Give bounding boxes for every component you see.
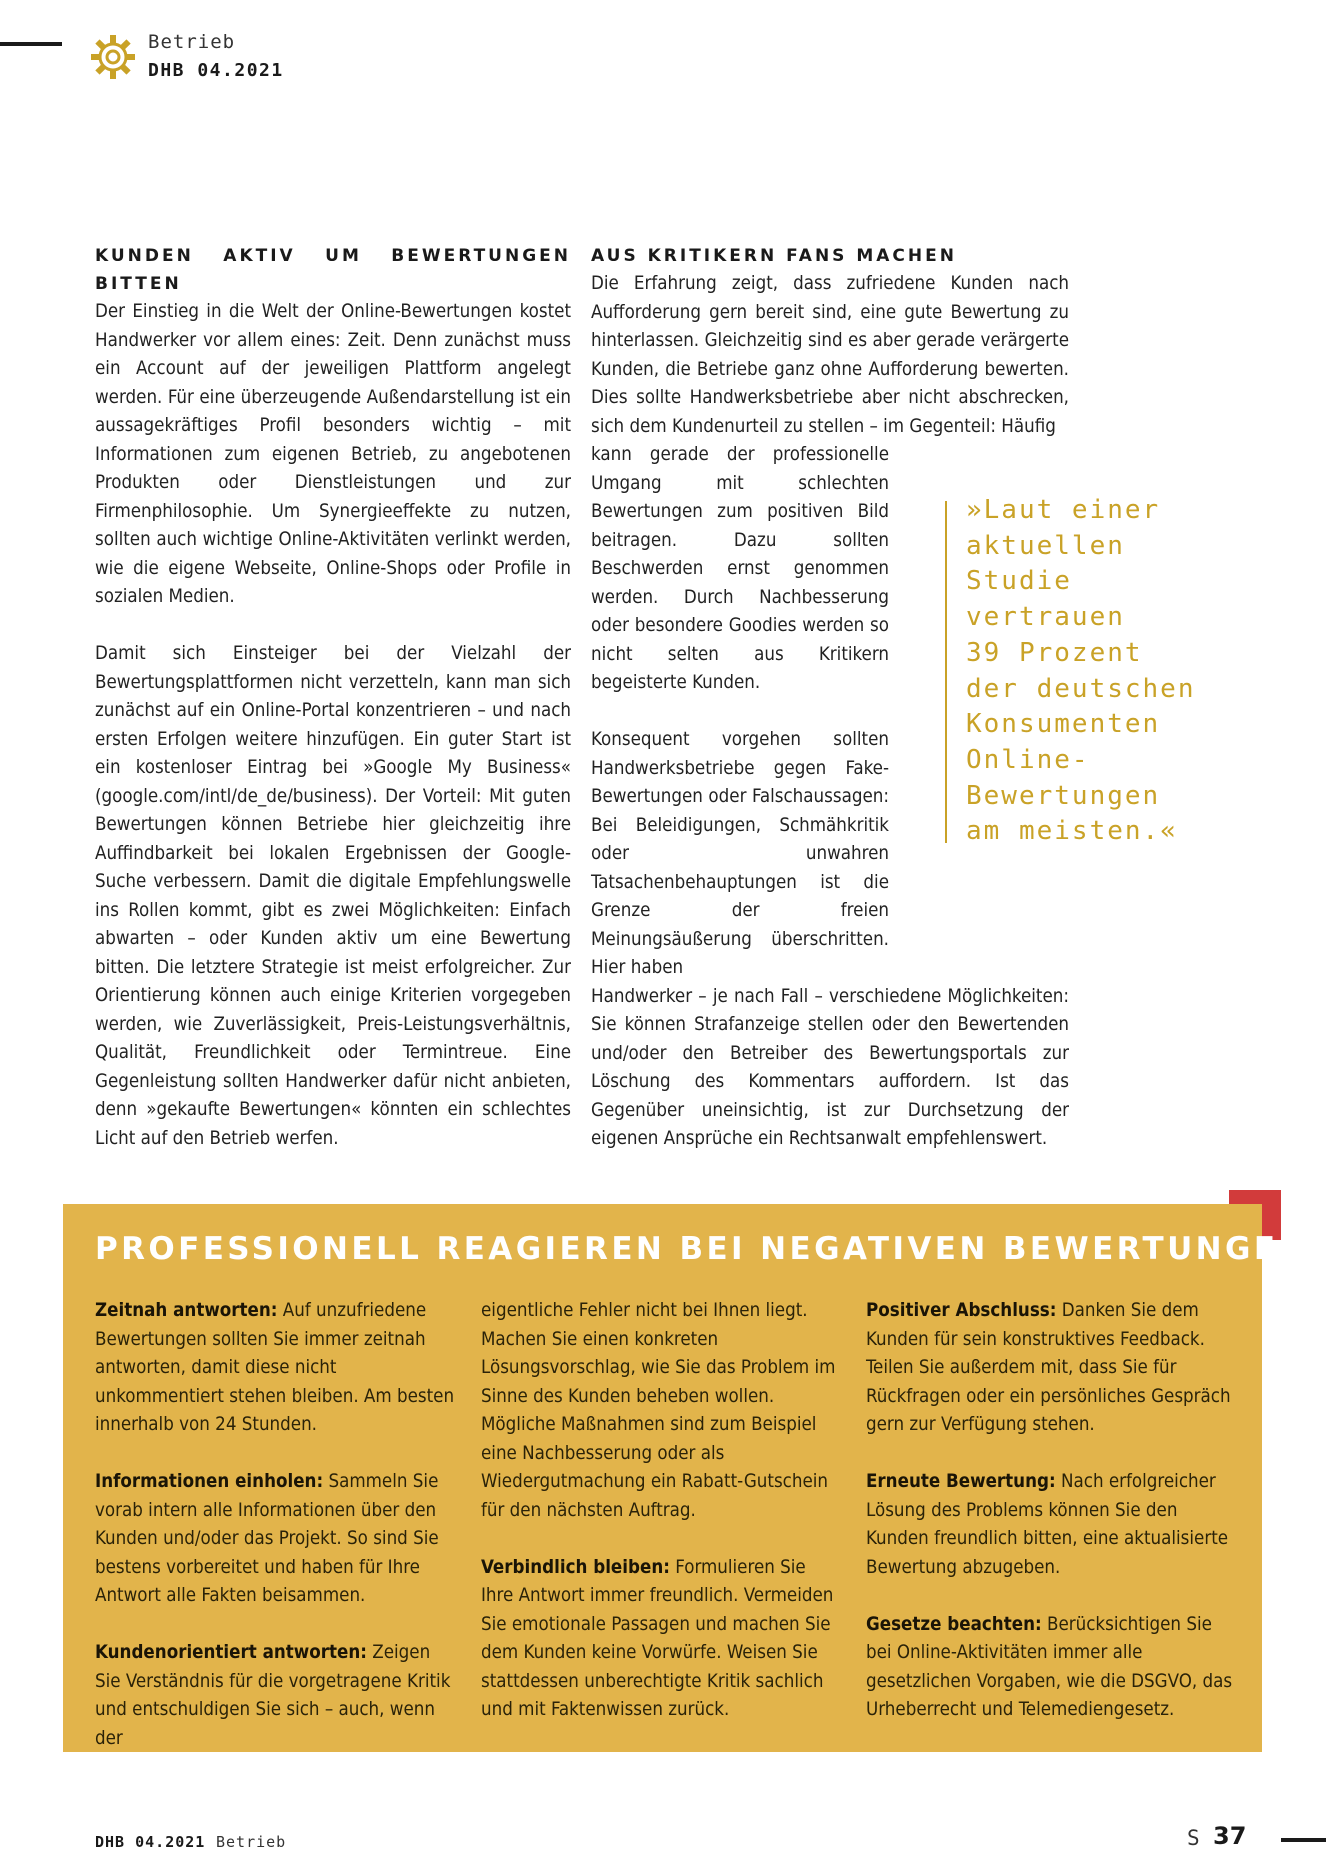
tip-item [866,1611,1236,1725]
paragraph: Der Einstieg in die Welt der Online-Bewertungen kostet Handwerker vor allem eines: Zeit. Denn zunächst muss ein Account auf der jeweiligen Plattform angelegt werden. Für eine überzeugende Außendarstellung ist ein aussagekräftiges Profil besonders wichtig – mit Informationen zum eigenen Betrieb, zu angebotenen Produkten oder Dienstleistungen und zur Firmenphilosophie. Um Synergieeffekte zu nutzen, sollten auch wichtige Online-Aktivitäten verlinkt werden, wie die eigene Webseite, Online-Shops oder Profile in sozialen Medien. [95,301,571,607]
tip-text: Formulieren Sie Ihre Antwort immer freundlich. Vermeiden Sie emotionale Passagen und machen Sie dem Kunden keine Vorwürfe. Weisen Sie stattdessen unberechtigte Kritik sachlich und mit Faktenwissen zurück. [481,1556,834,1720]
tip-item [95,1639,455,1753]
tip-label: Erneute Bewertung: [866,1471,1056,1492]
quote-line: Online- [966,744,1090,775]
tip-label: Positiver Abschluss: [866,1300,1057,1321]
header-issue: DHB 04.2021 [148,60,284,81]
box-column-1 [95,1297,455,1753]
tip-text: Nach erfolgreicher Lösung des Problems können Sie den Kunden freundlich bitten, eine aktualisierte Bewertung abzugeben. [866,1471,1229,1578]
quote-line: »Laut einer [966,495,1161,525]
quote-line: am meisten.« [966,816,1178,847]
quote-line: 39 Prozent [966,637,1143,668]
section-heading: AUS KRITIKERN FANS MACHEN [591,246,957,266]
tip-item [95,1297,455,1440]
footer-section: Betrieb [216,1833,287,1851]
tip-label: Gesetze beachten: [866,1613,1042,1635]
quote-line: aktuellen [966,530,1125,561]
tip-item [481,1297,841,1525]
tip-text: Auf unzufriedene Bewertungen sollten Sie immer zeitnah antworten, damit diese nicht unkommentiert stehen bleiben. Am besten innerhalb von 24 Stunden. [95,1300,455,1435]
section-heading: KUNDEN AKTIV UM BEWERTUNGEN BITTEN [95,246,571,294]
header-rule [0,42,62,46]
footer-issue: DHB 04.2021 [95,1833,206,1851]
paragraph-part: Handwerker – je nach Fall – verschiedene Möglichkeiten: Sie können Strafanzeige stellen oder den Bewertenden und/oder den Betreiber des Bewertungsportals zur Löschung des Kommentars auffordern. Ist das Gegenüber uneinsichtig, ist zur Durchsetzung der eigenen Ansprüche ein Rechtsanwalt empfehlenswert. [591,985,1069,1149]
tip-text: Zeigen Sie Verständnis für die vorgetragene Kritik und entschuldigen Sie sich – auch, wenn der [95,1642,451,1749]
tip-label: Zeitnah antworten: [95,1300,278,1321]
quote-bar [945,501,947,843]
quote-line: vertrauen [966,602,1125,633]
quote-line: Konsumenten [966,709,1161,740]
paragraph-part: Konsequent vorgehen sollten Handwerksbetriebe gegen Fake-Bewertungen oder Falschaussagen: Bei Beleidigungen, Schmähkritik oder unwahren Tatsachenbehauptungen ist die Grenze der freien Meinungsäußerung überschritten. Hier haben [591,729,889,978]
gear-icon [90,34,136,80]
pull-quote [966,493,1306,850]
tip-text: eigentliche Fehler nicht bei Ihnen liegt. Machen Sie einen konkreten Lösungsvorschlag, wie Sie das Problem im Sinne des Kunden beheben wollen. Mögliche Maßnahmen sind zum Beispiel eine Nachbesserung oder als Wiedergutmachung ein Rabatt-Gutschein für den nächsten Auftrag. [481,1300,836,1521]
paragraph-part: kann gerade der professionelle Umgang mit schlechten Bewertungen zum positiven Bild beitragen. Dazu sollten Beschwerden ernst genommen werden. Durch Nachbesserung oder besondere Goodies werden so nicht selten aus Kritikern begeisterte Kunden. [591,444,889,693]
quote-line: Bewertungen [966,780,1161,811]
tip-label: Kundenorientiert antworten: [95,1642,367,1663]
tip-item [866,1297,1236,1440]
box-title: PROFESSIONELL REAGIEREN BEI NEGATIVEN BEWERTUNGEN [95,1231,1308,1267]
tip-item [481,1554,841,1725]
tip-text: Sammeln Sie vorab intern alle Informationen über den Kunden und/oder das Projekt. So sind Sie bestens vorbereitet und haben für Ihre Antwort alle Fakten beisammen. [95,1471,439,1606]
tip-item [866,1468,1236,1582]
paragraph-part: Die Erfahrung zeigt, dass zufriedene Kunden nach Aufforderung gern bereit sind, eine gute Bewertung zu hinterlassen. Gleichzeitig sind es aber gerade verärgerte Kunden, die Betriebe ganz ohne Aufforderung bewerten. Dies sollte Handwerksbetriebe aber nicht abschrecken, sich dem Kundenurteil zu stellen – im Gegenteil: Häufig [591,273,1069,437]
header-section: Betrieb [148,31,236,53]
box-column-3 [866,1297,1236,1725]
box-column-2 [481,1297,841,1725]
tip-text: Berücksichtigen Sie bei Online-Aktivitäten immer alle gesetzlichen Vorgaben, wie die DSGVO, das Urheberrecht und Telemediengesetz. [866,1613,1233,1720]
tip-label: Verbindlich bleiben: [481,1556,670,1578]
footer-rule [1281,1838,1326,1842]
page-prefix: S [1187,1826,1200,1850]
column-left [95,242,571,1153]
tip-item [95,1468,455,1611]
paragraph: Damit sich Einsteiger bei der Vielzahl der Bewertungsplattformen nicht verzetteln, kann man sich zunächst auf ein Online-Portal konzentrieren – und nach ersten Erfolgen weitere hinzufügen. Ein guter Start ist ein kostenloser Eintrag bei »Google My Business« (google.com/intl/de_de/business). Der Vorteil: Mit guten Bewertungen können Betriebe hier gleichzeitig ihre Auffindbarkeit bei lokalen Ergebnissen der Google-Suche verbessern. Damit die digitale Empfehlungswelle ins Rollen kommt, gibt es zwei Möglichkeiten: Einfach abwarten – oder Kunden aktiv um eine Bewertung bitten. Die letztere Strategie ist meist erfolgreicher. Zur Orientierung können auch einige Kriterien vorgegeben werden, wie Zuverlässigkeit, Preis-Leistungsverhältnis, Qualität, Freundlichkeit oder Termintreue. Eine Gegenleistung sollten Handwerker dafür nicht anbieten, denn »gekaufte Bewertungen« könnten ein schlechtes Licht auf den Betrieb werfen. [95,643,571,1149]
quote-line: der deutschen [966,673,1196,704]
page-number: 37 [1213,1822,1247,1850]
tip-text: Danken Sie dem Kunden für sein konstruktives Feedback. Teilen Sie außerdem mit, dass Sie für Rückfragen oder ein persönliches Gespräch gern zur Verfügung stehen. [866,1300,1231,1435]
tip-label: Informationen einholen: [95,1471,324,1492]
quote-line: Studie [966,566,1072,597]
